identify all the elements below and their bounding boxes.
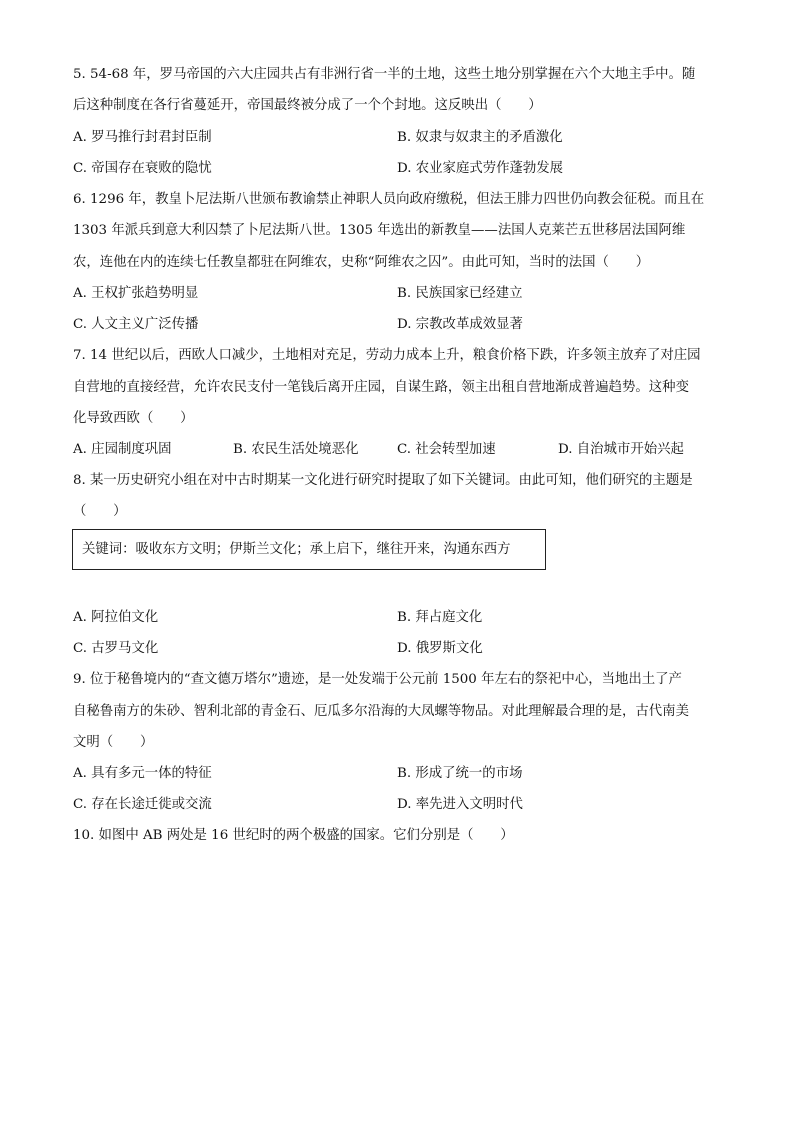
question-5-option-a: A. 罗马推行封君封臣制 (73, 130, 212, 145)
question-7-stem-line-1: 7. 14 世纪以后，西欧人口减少，土地相对充足，劳动力成本上升，粮食价格下跌，许多领主放弃了对庄园 (73, 348, 701, 363)
question-5-option-b: B. 奴隶与奴隶主的矛盾激化 (397, 130, 563, 145)
question-9-stem-line-3: 文明（ ） (73, 735, 154, 750)
question-9-option-a: A. 具有多元一体的特征 (73, 766, 212, 781)
question-7-option-c: C. 社会转型加速 (397, 442, 496, 457)
question-7-option-d: D. 自治城市开始兴起 (558, 442, 684, 457)
question-8-option-a: A. 阿拉伯文化 (73, 610, 159, 625)
question-9-stem-line-2: 自秘鲁南方的朱砂、智利北部的青金石、厄瓜多尔沿海的大凤螺等物品。对此理解最合理的是，古代南美 (73, 704, 689, 719)
question-9-option-d: D. 率先进入文明时代 (397, 797, 523, 812)
question-8-stem-line-2: （ ） (73, 504, 127, 519)
question-9-option-b: B. 形成了统一的市场 (397, 766, 523, 781)
question-8-option-d: D. 俄罗斯文化 (397, 641, 483, 656)
question-6-option-d: D. 宗教改革成效显著 (397, 317, 523, 332)
question-6-option-b: B. 民族国家已经建立 (397, 286, 523, 301)
question-6-option-c: C. 人文主义广泛传播 (73, 317, 199, 332)
keyword-box (72, 529, 546, 570)
question-6-stem-line-1: 6. 1296 年，教皇卜尼法斯八世颁布教谕禁止神职人员向政府缴税，但法王腓力四世仍向教会征税。而且在 (73, 192, 705, 207)
question-9-stem-line-1: 9. 位于秘鲁境内的“查文德万塔尔”遗迹，是一处发端于公元前 1500 年左右的祭祀中心，当地出土了产 (73, 672, 682, 687)
question-5-option-c: C. 帝国存在衰败的隐忧 (73, 161, 212, 176)
question-6-stem-line-2: 1303 年派兵到意大利囚禁了卜尼法斯八世。1305 年选出的新教皇——法国人克莱芒五世移居法国阿维 (73, 223, 686, 238)
question-7-option-b: B. 农民生活处境恶化 (233, 442, 359, 457)
question-8-option-b: B. 拜占庭文化 (397, 610, 483, 625)
question-9-option-c: C. 存在长途迁徙或交流 (73, 797, 212, 812)
question-6-option-a: A. 王权扩张趋势明显 (73, 286, 199, 301)
question-7-stem-line-3: 化导致西欧（ ） (73, 411, 194, 426)
question-7-option-a: A. 庄园制度巩固 (73, 442, 172, 457)
question-8-stem-line-1: 8. 某一历史研究小组在对中古时期某一文化进行研究时提取了如下关键词。由此可知，他们研究的主题是 (73, 473, 693, 488)
question-10-stem-line-1: 10. 如图中 AB 两处是 16 世纪时的两个极盛的国家。它们分别是（ ） (73, 828, 514, 843)
question-6-stem-line-3: 农，连他在内的连续七任教皇都驻在阿维农，史称“阿维农之囚”。由此可知，当时的法国（ ） (73, 255, 650, 270)
question-7-stem-line-2: 自营地的直接经营，允许农民支付一笔钱后离开庄园，自谋生路，领主出租自营地渐成普遍趋势。这种变 (73, 380, 689, 395)
question-5-stem-line-2: 后这种制度在各行省蔓延开，帝国最终被分成了一个个封地。这反映出（ ） (73, 98, 542, 113)
question-5-option-d: D. 农业家庭式劳作蓬勃发展 (397, 161, 564, 176)
keyword-text: 关键词：吸收东方文明；伊斯兰文化；承上启下，继往开来，沟通东西方 (82, 542, 511, 557)
question-5-stem-line-1: 5. 54-68 年，罗马帝国的六大庄园共占有非洲行省一半的土地，这些土地分别掌握在六个大地主手中。随 (73, 67, 696, 82)
question-8-option-c: C. 古罗马文化 (73, 641, 159, 656)
